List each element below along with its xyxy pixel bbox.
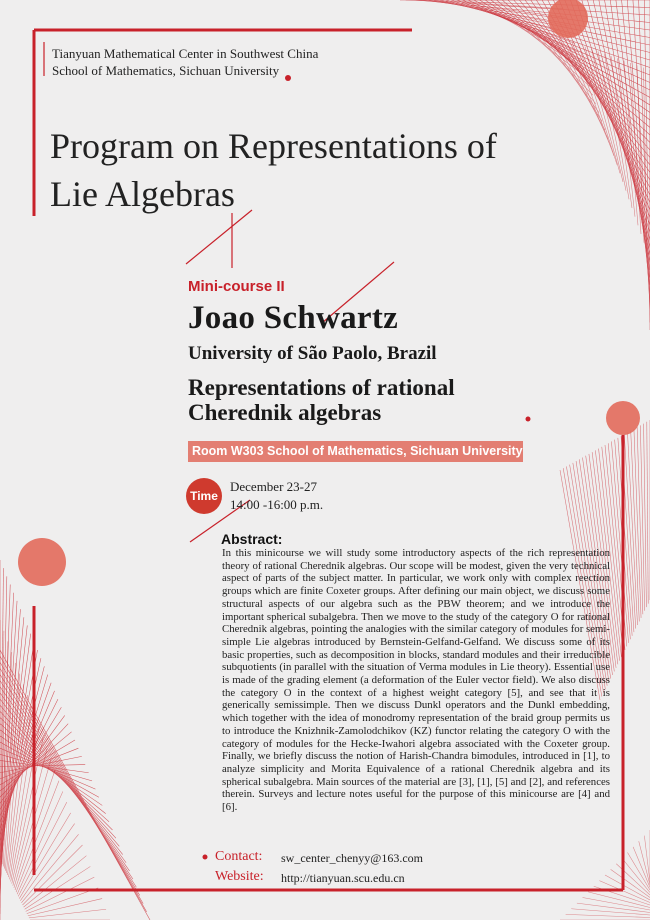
abstract-heading: Abstract: bbox=[221, 531, 283, 547]
diagonal-accent-1 bbox=[186, 210, 252, 264]
time-badge: Time bbox=[186, 478, 222, 514]
contact-email[interactable]: sw_center_chenyy@163.com bbox=[281, 851, 424, 865]
program-title bbox=[50, 122, 520, 218]
talk-title-line-2: Cherednik algebras bbox=[188, 400, 382, 425]
speaker-name: Joao Schwartz bbox=[188, 300, 399, 336]
course-label: Mini-course II bbox=[188, 278, 285, 295]
event-date: December 23-27 bbox=[230, 479, 317, 494]
dot-header bbox=[285, 75, 291, 81]
abstract-text: In this minicourse we will study some introductory aspects of the rich representation theory of rational Cherednik algebras. Our scope will be modest, given the very technical aspect of parts of the subject matter. In particular, we work only with complex reection groups which are finite Coxeter groups. After defining our main object, we discuss some structural aspects of our algebra such as the PBW theorem; and we introduce the important spherical subalgebra. Then we move to the study of the category O for rational Cherednik algebras, pointing the analogies with the similar category of modules for semi-simple Lie algebras introduced by Bernstein-Gelfand-Gelfand. We discuss some of its basic properties, such as decomposition in blocks, standard modules and their irreducible subquotients (in parallel with the situation of Verma modules in Lie theory). Essential use is made of the grading element (a deformation of the Euler vector field). We also discuss the category O in the context of a highest weight category [5], and see that it is generically semissimple. Then we discuss Dunkl operators and the Dunkl embedding, which together with the idea of monodromy representation of the braid group permits us to introduce the Knizhnik-Zamolodchikov (KZ) functor relating the category O with the category of modules for the Hecke-Iwahori algebra associated with the Coxeter group. Finally, we briefly discuss the notion of Harish-Chandra bimodules, introduced in [1], to analyze simplicity and Morita Equivalence of a rational Cherednik algebra and its spherical subalgebra. Main sources of the material are [3], [1], [5] and [2], and references therein. Surveys and lecture notes useful for the purpose of this minicourse are [4] and [6]. bbox=[222, 547, 610, 814]
contact-label: Contact: bbox=[215, 849, 263, 864]
website-label: Website: bbox=[215, 869, 264, 884]
speaker-affiliation: University of São Paolo, Brazil bbox=[188, 343, 437, 364]
event-hours: 14:00 -16:00 p.m. bbox=[230, 497, 324, 512]
institution-line-2: School of Mathematics, Sichuan University bbox=[52, 63, 280, 78]
circle-right bbox=[606, 401, 640, 435]
website-link[interactable]: http://tianyuan.scu.edu.cn bbox=[281, 871, 405, 885]
program-title-line-1: Program on Representations of bbox=[50, 126, 497, 166]
talk-title-line-1: Representations of rational bbox=[188, 375, 455, 400]
circle-left bbox=[18, 538, 66, 586]
dot-contact bbox=[203, 855, 208, 860]
talk-title bbox=[188, 375, 588, 425]
program-title-line-2: Lie Algebras bbox=[50, 174, 235, 214]
string-art-bottom-right bbox=[560, 830, 650, 920]
room-banner: Room W303 School of Mathematics, Sichuan University bbox=[188, 441, 523, 462]
institution-line-1: Tianyuan Mathematical Center in Southwest China bbox=[52, 46, 319, 61]
